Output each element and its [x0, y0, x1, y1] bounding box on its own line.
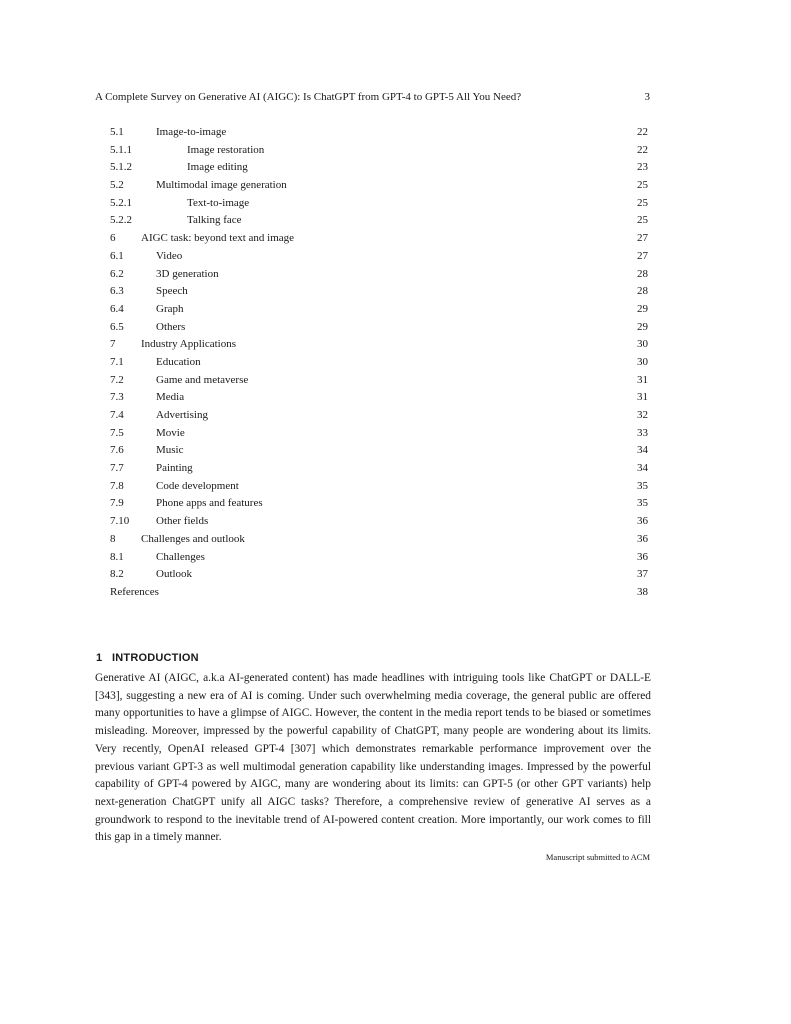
toc-entry-title: Text-to-image: [187, 196, 250, 209]
toc-entry[interactable]: [110, 354, 650, 372]
toc-entry-number: 5.2.2: [110, 214, 132, 227]
toc-entry-title: Multimodal image generation: [156, 179, 287, 192]
toc-entry[interactable]: [110, 407, 650, 425]
section-heading: [96, 650, 199, 666]
toc-entry-title: Music: [156, 444, 184, 457]
toc-entry-page: 29: [637, 302, 648, 315]
toc-entry[interactable]: [110, 159, 650, 177]
toc-entry-number: 7.10: [110, 515, 130, 528]
toc-entry-title: Movie: [156, 426, 185, 439]
toc-entry[interactable]: [110, 495, 650, 513]
toc-entry-number: 7.6: [110, 444, 124, 457]
toc-entry-title: Education: [156, 355, 201, 368]
toc-entry-title: Image-to-image: [156, 126, 227, 138]
toc-entry[interactable]: [110, 584, 650, 602]
toc-entry-number: 6.2: [110, 267, 124, 280]
toc-entry-page: 29: [637, 320, 648, 333]
toc-entry-number: 5.1: [110, 126, 124, 138]
toc-entry-page: 25: [637, 179, 648, 192]
toc-entry-page: 31: [637, 391, 648, 404]
toc-entry-number: 7.5: [110, 426, 124, 439]
toc-entry[interactable]: [110, 301, 650, 319]
toc-entry[interactable]: [110, 142, 650, 160]
toc-entry-title: Speech: [156, 285, 188, 298]
toc-entry-page: 28: [637, 285, 648, 298]
toc-entry-number: 7.1: [110, 355, 124, 368]
toc-entry-number: 5.2.1: [110, 196, 132, 209]
toc-entry-title: Video: [156, 249, 183, 262]
toc-entry-number: 8.1: [110, 550, 124, 563]
toc-entry-title: Challenges and outlook: [141, 532, 245, 545]
toc-entry-page: 25: [637, 214, 648, 227]
section-title: INTRODUCTION: [112, 652, 199, 664]
toc-entry-page: 36: [637, 532, 648, 545]
toc-entry-title: Outlook: [156, 568, 193, 581]
running-header: [95, 90, 650, 104]
toc-entry[interactable]: [110, 283, 650, 301]
toc-entry-number: 5.2: [110, 179, 124, 192]
introduction-paragraph: Generative AI (AIGC, a.k.a AI-generated content) has made headlines with intriguing tools like ChatGPT or DALL-E [343], suggesting a new era of AI is coming. Under such overwhelming media coverage, the general public are offered many opportunities to have a glimpse of AIGC. However, the content in the media report tends to be biased or sometimes misleading. Moreover, impressed by the powerful capability of ChatGPT, many people are wondering about its limits. Very recently, OpenAI released GPT-4 [307] which demonstrates remarkable performance improvement over the previous variant GPT-3 as well multimodal generation capability like understanding images. Impressed by the powerful capability of GPT-4 powered by AIGC, many are wondering about its limits: can GPT-5 (or other GPT variants) help next-generation ChatGPT unify all AIGC tasks? Therefore, a comprehensive review of generative AI serves as a groundwork to respond to the inevitable trend of AI-powered content creation. More importantly, our work comes to fill this gap in a timely manner.: [95, 672, 651, 844]
toc-entry-page: 23: [637, 161, 648, 174]
toc-entry[interactable]: [110, 513, 650, 531]
toc-entry[interactable]: [110, 212, 650, 230]
toc-entry-number: 7.8: [110, 479, 124, 492]
table-of-contents: [110, 124, 650, 602]
toc-entry-number: 5.1.2: [110, 161, 132, 174]
toc-entry-page: 25: [637, 196, 648, 209]
toc-entry-page: 22: [637, 143, 648, 156]
toc-entry[interactable]: [110, 319, 650, 337]
toc-entry-page: 38: [637, 585, 648, 598]
toc-entry-page: 34: [637, 462, 648, 475]
toc-entry-title: 3D generation: [156, 267, 219, 280]
toc-entry-number: 6.5: [110, 320, 124, 333]
toc-entry-number: 5.1.1: [110, 143, 132, 156]
toc-entry-page: 30: [637, 338, 648, 351]
toc-entry-number: 6.1: [110, 249, 124, 262]
toc-entry-title: Game and metaverse: [156, 373, 249, 386]
toc-entry[interactable]: [110, 177, 650, 195]
toc-entry-page: 33: [637, 426, 648, 439]
toc-entry-page: 35: [637, 479, 648, 492]
toc-entry-title: Media: [156, 391, 185, 404]
toc-entry[interactable]: [110, 248, 650, 266]
toc-entry-title: Painting: [156, 462, 193, 475]
toc-entry[interactable]: [110, 549, 650, 567]
toc-entry-title: Challenges: [156, 550, 205, 563]
toc-entry-title: Advertising: [156, 409, 208, 421]
toc-entry-number: 8.2: [110, 568, 124, 581]
toc-entry[interactable]: [110, 460, 650, 478]
toc-entry[interactable]: [110, 195, 650, 213]
toc-entry[interactable]: [110, 336, 650, 354]
toc-entry-page: 28: [637, 267, 648, 280]
toc-entry-number: 8: [110, 532, 116, 545]
toc-entry-title: Image editing: [187, 161, 248, 174]
toc-entry[interactable]: [110, 442, 650, 460]
toc-entry[interactable]: [110, 425, 650, 443]
toc-entry-page: 22: [637, 126, 648, 138]
section-number: 1: [96, 652, 103, 664]
toc-entry-title: AIGC task: beyond text and image: [141, 232, 295, 245]
toc-entry-title: Image restoration: [187, 143, 265, 156]
toc-entry-number: 7.7: [110, 462, 124, 475]
toc-entry-title: Talking face: [187, 214, 242, 227]
toc-entry-page: 34: [637, 444, 648, 457]
toc-entry[interactable]: [110, 124, 650, 142]
toc-entry-number: 6.4: [110, 302, 124, 315]
toc-entry-number: 7.3: [110, 391, 124, 404]
toc-entry-title: Code development: [156, 479, 239, 492]
toc-entry-number: 6: [110, 232, 116, 245]
toc-entry[interactable]: [110, 230, 650, 248]
toc-entry[interactable]: [110, 266, 650, 284]
page-number: 3: [644, 91, 650, 103]
toc-entry-page: 27: [637, 232, 648, 245]
toc-entry-number: 7: [110, 338, 116, 351]
toc-entry-number: 7.2: [110, 373, 124, 386]
toc-entry-title: Others: [156, 320, 186, 333]
toc-entry-page: 37: [637, 568, 648, 581]
toc-entry-title: Phone apps and features: [156, 497, 263, 510]
toc-entry[interactable]: [110, 531, 650, 549]
toc-entry-title: Graph: [156, 302, 184, 315]
toc-entry-page: 36: [637, 515, 648, 528]
footer-note: Manuscript submitted to ACM: [545, 852, 650, 862]
toc-entry-page: 32: [637, 409, 648, 421]
toc-entry-number: 7.9: [110, 497, 124, 510]
toc-entry-title: References: [110, 585, 159, 598]
running-title: A Complete Survey on Generative AI (AIGC): Is ChatGPT from GPT-4 to GPT-5 All You Need?: [95, 91, 522, 103]
toc-entry-title: Other fields: [156, 515, 209, 528]
toc-entry-title: Industry Applications: [141, 338, 237, 351]
toc-entry[interactable]: [110, 478, 650, 496]
toc-entry-page: 36: [637, 550, 648, 563]
toc-entry-page: 30: [637, 355, 648, 368]
toc-entry[interactable]: [110, 566, 650, 584]
toc-entry-page: 27: [637, 249, 648, 262]
toc-entry-number: 6.3: [110, 285, 124, 298]
toc-entry-page: 35: [637, 497, 648, 510]
toc-entry[interactable]: [110, 389, 650, 407]
toc-entry[interactable]: [110, 372, 650, 390]
toc-entry-number: 7.4: [110, 409, 124, 421]
toc-entry-page: 31: [637, 373, 648, 386]
